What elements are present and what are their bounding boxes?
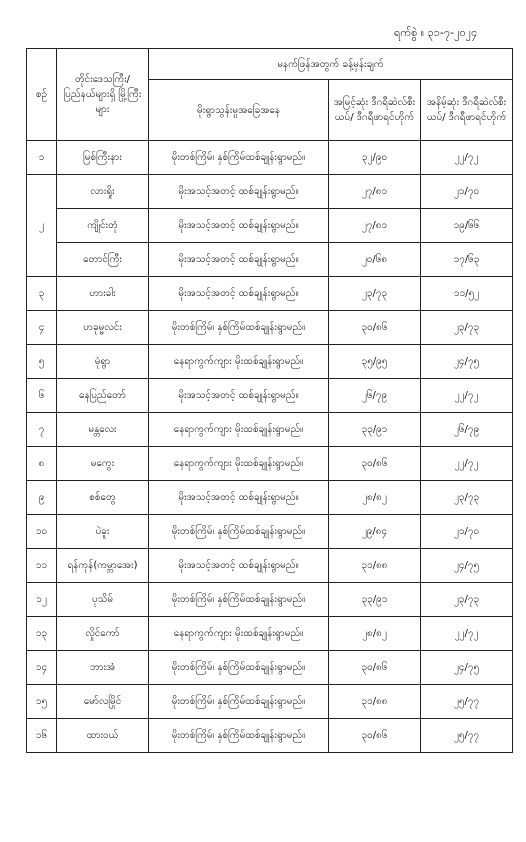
document-date: ရက်စွဲ ။ ၃၁-၇-၂၀၂၄ — [394, 26, 478, 39]
serial-number: ၉ — [27, 481, 57, 515]
max-temp: ၂၃/၇၃ — [329, 277, 421, 311]
table-row — [27, 617, 513, 651]
min-temp: ၁၇/၆၃ — [421, 243, 513, 277]
header-forecast: မနက်ဖြန်အတွက် ခန့်မှန်းချက် — [149, 49, 513, 80]
rain-condition: နေရာကွက်ကျား မိုးထစ်ချုန်းရွာမည်။ — [149, 447, 329, 481]
header-row-top — [27, 49, 513, 80]
region-name: တောင်ကြီး — [57, 243, 149, 277]
header-serial: စဉ် — [27, 49, 57, 141]
max-temp: ၃၃/၉၁ — [329, 413, 421, 447]
rain-condition: မိုးတစ်ကြိမ်၊ နှစ်ကြိမ်ထစ်ချုန်းရွာမည်။ — [149, 515, 329, 549]
max-temp: ၂၀/၆၈ — [329, 243, 421, 277]
table-row — [27, 277, 513, 311]
table-row — [27, 243, 513, 277]
rain-condition: မိုးအသင့်အတင့် ထစ်ချုန်းရွာမည်။ — [149, 209, 329, 243]
region-name: စစ်တွေ — [57, 481, 149, 515]
rain-condition: မိုးတစ်ကြိမ်၊ နှစ်ကြိမ်ထစ်ချုန်းရွာမည်။ — [149, 583, 329, 617]
rain-condition: မိုးတစ်ကြိမ်၊ နှစ်ကြိမ်ထစ်ချုန်းရွာမည်။ — [149, 141, 329, 175]
serial-number: ၄ — [27, 311, 57, 345]
region-name: မန္တလေး — [57, 413, 149, 447]
region-name: ပဲခူး — [57, 515, 149, 549]
region-name: ဟခုမ္မလင်း — [57, 311, 149, 345]
min-temp: ၂၁/၇၀ — [421, 515, 513, 549]
max-temp: ၂၉/၈၄ — [329, 515, 421, 549]
header-condition: မိုးရွာသွန်းမှုအခြေအနေ — [149, 80, 329, 141]
serial-number: ၁၆ — [27, 719, 57, 753]
max-temp: ၃၀/၈၆ — [329, 651, 421, 685]
region-name: လှိုင်ကော် — [57, 617, 149, 651]
serial-number: ၁၀ — [27, 515, 57, 549]
min-temp: ၂၄/၇၅ — [421, 549, 513, 583]
max-temp: ၃၀/၈၆ — [329, 719, 421, 753]
max-temp: ၂၈/၈၂ — [329, 617, 421, 651]
serial-number: ၂ — [27, 175, 57, 277]
region-name: မော်လမြိုင် — [57, 685, 149, 719]
table-row — [27, 583, 513, 617]
serial-number: ၇ — [27, 413, 57, 447]
max-temp: ၃၅/၉၅ — [329, 345, 421, 379]
min-temp: ၂၅/၇၇ — [421, 685, 513, 719]
max-temp: ၃၁/၈၈ — [329, 549, 421, 583]
rain-condition: မိုးအသင့်အတင့် ထစ်ချုန်းရွာမည်။ — [149, 379, 329, 413]
serial-number: ၁၅ — [27, 685, 57, 719]
rain-condition: မိုးအသင့်အတင့် ထစ်ချုန်းရွာမည်။ — [149, 243, 329, 277]
rain-condition: မိုးတစ်ကြိမ်၊ နှစ်ကြိမ်ထစ်ချုန်းရွာမည်။ — [149, 311, 329, 345]
region-name: မကွေး — [57, 447, 149, 481]
max-temp: ၃၀/၈၆ — [329, 311, 421, 345]
serial-number: ၁၃ — [27, 617, 57, 651]
rain-condition: မိုးတစ်ကြိမ်၊ နှစ်ကြိမ်ထစ်ချုန်းရွာမည်။ — [149, 719, 329, 753]
region-name: ဟားခါး — [57, 277, 149, 311]
table-row — [27, 175, 513, 209]
header-max-temp: အမြင့်ဆုံး ဒီဂရီဆဲလ်စီးယပ်/ ဒီဂရီဖာရင်ဟိုက် — [329, 80, 421, 141]
serial-number: ၁၄ — [27, 651, 57, 685]
table-row — [27, 141, 513, 175]
serial-number: ၃ — [27, 277, 57, 311]
max-temp: ၃၂/၉၀ — [329, 141, 421, 175]
table-row — [27, 685, 513, 719]
min-temp: ၁၉/၆၆ — [421, 209, 513, 243]
max-temp: ၂၇/၈၁ — [329, 175, 421, 209]
serial-number: ၁၁ — [27, 549, 57, 583]
rain-condition: နေရာကွက်ကျား မိုးထစ်ချုန်းရွာမည်။ — [149, 617, 329, 651]
min-temp: ၂၃/၇၃ — [421, 583, 513, 617]
table-row — [27, 413, 513, 447]
min-temp: ၂၃/၇၃ — [421, 481, 513, 515]
min-temp: ၂၂/၇၂ — [421, 617, 513, 651]
region-name: ရန်ကုန်(ကမ္ဘာအေး) — [57, 549, 149, 583]
min-temp: ၂၂/၇၂ — [421, 379, 513, 413]
table-row — [27, 379, 513, 413]
max-temp: ၂၇/၈၁ — [329, 209, 421, 243]
rain-condition: မိုးအသင့်အတင့် ထစ်ချုန်းရွာမည်။ — [149, 549, 329, 583]
region-name: မြစ်ကြီးနား — [57, 141, 149, 175]
min-temp: ၂၄/၇၅ — [421, 345, 513, 379]
serial-number: ၁ — [27, 141, 57, 175]
rain-condition: မိုးအသင့်အတင့် ထစ်ချုန်းရွာမည်။ — [149, 175, 329, 209]
max-temp: ၃၁/၈၈ — [329, 685, 421, 719]
serial-number: ၅ — [27, 345, 57, 379]
table-row — [27, 345, 513, 379]
min-temp: ၂၃/၇၃ — [421, 311, 513, 345]
rain-condition: နေရာကွက်ကျား မိုးထစ်ချုန်းရွာမည်။ — [149, 413, 329, 447]
max-temp: ၂၈/၈၂ — [329, 481, 421, 515]
min-temp: ၂၂/၇၂ — [421, 141, 513, 175]
serial-number: ၆ — [27, 379, 57, 413]
serial-number: ၁၂ — [27, 583, 57, 617]
table-row — [27, 209, 513, 243]
max-temp: ၃၀/၈၆ — [329, 447, 421, 481]
max-temp: ၂၆/၇၉ — [329, 379, 421, 413]
min-temp: ၂၄/၇၅ — [421, 651, 513, 685]
rain-condition: မိုးတစ်ကြိမ်၊ နှစ်ကြိမ်ထစ်ချုန်းရွာမည်။ — [149, 685, 329, 719]
max-temp: ၃၃/၉၁ — [329, 583, 421, 617]
min-temp: ၂၆/၇၉ — [421, 413, 513, 447]
table-row — [27, 719, 513, 753]
table-row — [27, 311, 513, 345]
min-temp: ၂၂/၇၂ — [421, 447, 513, 481]
table-row — [27, 447, 513, 481]
region-name: ဘားအံ — [57, 651, 149, 685]
region-name: နေပြည်တော် — [57, 379, 149, 413]
region-name: ပုသိမ် — [57, 583, 149, 617]
rain-condition: မိုးအသင့်အတင့် ထစ်ချုန်းရွာမည်။ — [149, 277, 329, 311]
region-name: မုံရွာ — [57, 345, 149, 379]
min-temp: ၁၁/၅၂ — [421, 277, 513, 311]
table-row — [27, 481, 513, 515]
region-name: ထားဝယ် — [57, 719, 149, 753]
rain-condition: မိုးတစ်ကြိမ်၊ နှစ်ကြိမ်ထစ်ချုန်းရွာမည်။ — [149, 651, 329, 685]
region-name: ကျိုင်းတုံ — [57, 209, 149, 243]
min-temp: ၂၁/၇၀ — [421, 175, 513, 209]
serial-number: ၈ — [27, 447, 57, 481]
rain-condition: မိုးအသင့်အတင့် ထစ်ချုန်းရွာမည်။ — [149, 481, 329, 515]
header-min-temp: အနိမ့်ဆုံး ဒီဂရီဆဲလ်စီးယပ်/ ဒီဂရီဖာရင်ဟိုက် — [421, 80, 513, 141]
rain-condition: နေရာကွက်ကျား မိုးထစ်ချုန်းရွာမည်။ — [149, 345, 329, 379]
table-row — [27, 651, 513, 685]
min-temp: ၂၅/၇၇ — [421, 719, 513, 753]
forecast-table — [26, 48, 513, 753]
header-region: တိုင်းဒေသကြီး/ ပြည်နယ်များရှိ မြို့ကြီးများ — [57, 49, 149, 141]
table-row — [27, 549, 513, 583]
region-name: လားရှိုး — [57, 175, 149, 209]
table-row — [27, 515, 513, 549]
